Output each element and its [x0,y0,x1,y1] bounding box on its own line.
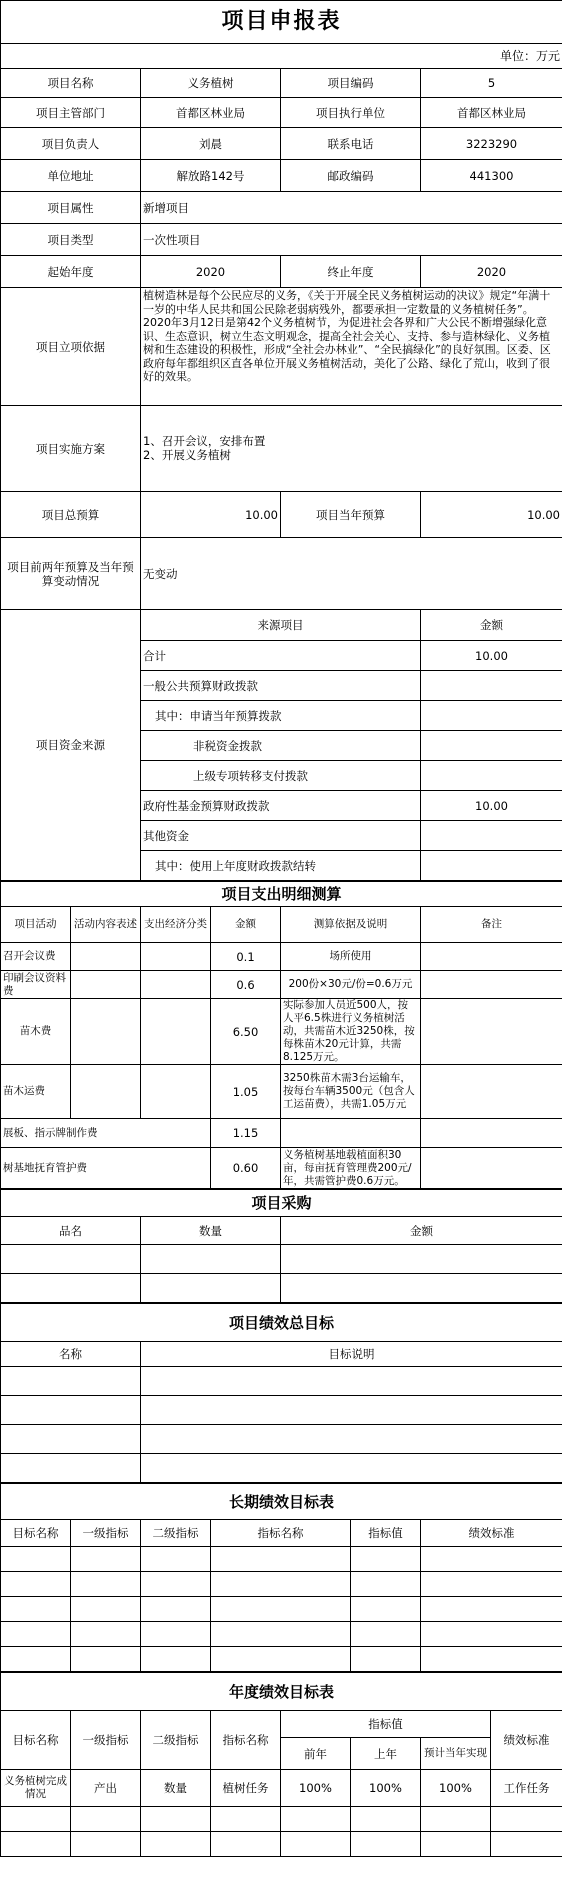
start-year-label: 起始年度 [1,256,141,288]
annual-prev2: 100% [281,1770,351,1807]
annual-cell [351,1807,421,1832]
longterm-cell [211,1547,351,1572]
annual-cell [281,1832,351,1857]
expense-note [421,943,562,971]
postcode-value: 441300 [421,160,562,192]
expense-activity: 苗木费 [1,999,71,1065]
annual-cell [141,1807,211,1832]
annual-cell [491,1832,562,1857]
expense-basis [281,1119,421,1148]
annual-prev1: 100% [351,1770,421,1807]
expense-desc [71,971,141,999]
funding-row: 非税资金拨款 [141,731,421,761]
expense-amount: 1.05 [211,1065,281,1119]
annual-cell [421,1807,491,1832]
longterm-cell [141,1622,211,1647]
funding-amount [421,731,562,761]
longterm-header: 二级指标 [141,1520,211,1547]
overall-cell [1,1454,141,1483]
annual-l2: 数量 [141,1770,211,1807]
annual-header: 二级指标 [141,1711,211,1770]
expense-activity: 印刷会议资料费 [1,971,71,999]
longterm-cell [351,1647,421,1672]
longterm-cell [71,1597,141,1622]
unit-label: 单位：万元 [1,44,562,69]
longterm-cell [1,1572,71,1597]
longterm-header: 指标名称 [211,1520,351,1547]
form-table [0,0,562,881]
longterm-cell [421,1622,562,1647]
longterm-cell [141,1572,211,1597]
expense-note [421,971,562,999]
overall-cell [1,1425,141,1454]
longterm-cell [141,1547,211,1572]
purchase-title: 项目采购 [1,1190,562,1217]
overall-cell [1,1367,141,1396]
expense-amount: 0.6 [211,971,281,999]
expense-desc [71,999,141,1065]
annual-cell [491,1807,562,1832]
funding-row: 其中：申请当年预算拨款 [141,701,421,731]
funding-row: 政府性基金预算财政拨款 [141,791,421,821]
overall-header: 名称 [1,1342,141,1367]
year-budget-label: 项目当年预算 [281,492,421,538]
longterm-cell [211,1647,351,1672]
end-year-value: 2020 [421,256,562,288]
funding-row: 其他资金 [141,821,421,851]
longterm-cell [351,1597,421,1622]
longterm-cell [1,1597,71,1622]
annual-current: 100% [421,1770,491,1807]
annual-header: 指标值 [281,1711,491,1738]
attr-value: 新增项目 [141,192,562,224]
basis-label: 项目立项依据 [1,288,141,406]
exec-unit-value: 首都区林业局 [421,98,562,128]
longterm-cell [421,1597,562,1622]
expense-category [141,943,211,971]
expense-activity: 树基地抚育管护费 [1,1148,211,1189]
postcode-label: 邮政编码 [281,160,421,192]
plan-line-2: 2、开展义务植树 [143,448,231,462]
project-code-label: 项目编码 [281,69,421,98]
expense-note [421,1148,562,1189]
expense-header: 备注 [421,907,562,943]
longterm-header: 指标值 [351,1520,421,1547]
annual-cell [281,1807,351,1832]
longterm-cell [1,1622,71,1647]
annual-cell [1,1807,71,1832]
owner-label: 项目负责人 [1,128,141,160]
expense-basis: 200份×30元/份=0.6万元 [281,971,421,999]
purchase-header: 金额 [281,1217,562,1245]
annual-header: 指标名称 [211,1711,281,1770]
plan-text [141,406,562,492]
longterm-cell [211,1597,351,1622]
funding-amount: 10.00 [421,641,562,671]
annual-cell [71,1832,141,1857]
annual-subheader: 前年 [281,1738,351,1770]
type-value: 一次性项目 [141,224,562,256]
overall-cell [1,1396,141,1425]
purchase-cell [1,1274,141,1303]
funding-row: 上级专项转移支付拨款 [141,761,421,791]
funding-row: 其中：使用上年度财政拨款结转 [141,851,421,881]
funding-amount: 10.00 [421,791,562,821]
longterm-title: 长期绩效目标表 [1,1484,562,1520]
overall-goal-table [0,1303,562,1483]
annual-cell [421,1832,491,1857]
owner-value: 刘晨 [141,128,281,160]
exec-unit-label: 项目执行单位 [281,98,421,128]
project-name-value: 义务植树 [141,69,281,98]
expense-category [141,999,211,1065]
expense-activity: 召开会议费 [1,943,71,971]
plan-line-1: 1、召开会议，安排布置 [143,434,266,448]
longterm-goal-table [0,1483,562,1672]
overall-cell [141,1454,562,1483]
annual-cell [71,1807,141,1832]
annual-header: 目标名称 [1,1711,71,1770]
overall-title: 项目绩效总目标 [1,1304,562,1342]
annual-cell [351,1832,421,1857]
funding-amount [421,701,562,731]
funding-amount [421,851,562,881]
attr-label: 项目属性 [1,192,141,224]
overall-cell [141,1396,562,1425]
annual-header: 一级指标 [71,1711,141,1770]
form-title: 项目申报表 [1,1,562,44]
expense-table [0,881,562,1189]
longterm-cell [141,1597,211,1622]
expense-header: 项目活动 [1,907,71,943]
funding-row: 一般公共预算财政拨款 [141,671,421,701]
expense-desc [71,943,141,971]
purchase-cell [141,1245,281,1274]
longterm-cell [421,1647,562,1672]
address-label: 单位地址 [1,160,141,192]
total-budget-value: 10.00 [141,492,281,538]
longterm-cell [141,1647,211,1672]
funding-amount [421,671,562,701]
expense-basis: 3250株苗木需3台运输车，按每台车辆3500元（包含人工运苗费），共需1.05万元 [281,1065,421,1119]
expense-amount: 6.50 [211,999,281,1065]
annual-header: 绩效标准 [491,1711,562,1770]
longterm-header: 目标名称 [1,1520,71,1547]
expense-basis: 场所使用 [281,943,421,971]
annual-cell [211,1807,281,1832]
end-year-label: 终止年度 [281,256,421,288]
expense-amount: 1.15 [211,1119,281,1148]
basis-text: 植树造林是每个公民应尽的义务，《关于开展全民义务植树运动的决议》规定“年满十一岁的中华人民共和国公民除老弱病残外，都要承担一定数量的义务植树任务”。2020年3月12日是第42个义务植树节，为促进社会各界和广大公民不断增强绿化意识、生态意识，树立生态文明观念，提高全社会关心、支持、参与造林绿化、义务植树和生态建设的积极性，形成“全社会办林业”、“全民搞绿化”的良好氛围。区委、区政府每年都组织区直各单位开展义务植树活动，美化了公路、绿化了荒山，收到了很好的效果。 [141,288,562,406]
overall-cell [141,1425,562,1454]
start-year-value: 2020 [141,256,281,288]
annual-goal-table [0,1672,562,1857]
annual-cell [141,1832,211,1857]
phone-label: 联系电话 [281,128,421,160]
longterm-cell [211,1622,351,1647]
longterm-cell [1,1647,71,1672]
longterm-cell [71,1572,141,1597]
project-code-value: 5 [421,69,562,98]
annual-standard: 工作任务 [491,1770,562,1807]
annual-subheader: 上年 [351,1738,421,1770]
expense-amount: 0.1 [211,943,281,971]
longterm-cell [71,1622,141,1647]
annual-cell [1,1832,71,1857]
expense-basis: 义务植树基地载植面积30亩，每亩抚育管理费200元/年，共需管护费0.6万元。 [281,1148,421,1189]
expense-note [421,1119,562,1148]
address-value: 解放路142号 [141,160,281,192]
plan-label: 项目实施方案 [1,406,141,492]
annual-goal: 义务植树完成情况 [1,1770,71,1807]
longterm-cell [351,1547,421,1572]
funding-header-source: 来源项目 [141,610,421,641]
longterm-cell [211,1572,351,1597]
budget-change-value: 无变动 [141,538,562,610]
longterm-cell [351,1572,421,1597]
longterm-cell [351,1622,421,1647]
funding-row: 合计 [141,641,421,671]
longterm-cell [1,1547,71,1572]
project-name-label: 项目名称 [1,69,141,98]
purchase-header: 品名 [1,1217,141,1245]
expense-header: 活动内容表述 [71,907,141,943]
year-budget-value: 10.00 [421,492,562,538]
annual-cell [211,1832,281,1857]
expense-title: 项目支出明细测算 [1,882,562,907]
funding-header-amount: 金额 [421,610,562,641]
longterm-cell [421,1547,562,1572]
expense-category [141,971,211,999]
purchase-cell [1,1245,141,1274]
type-label: 项目类型 [1,224,141,256]
annual-subheader: 预计当年实现 [421,1738,491,1770]
expense-activity: 苗木运费 [1,1065,71,1119]
total-budget-label: 项目总预算 [1,492,141,538]
purchase-table [0,1189,562,1303]
phone-value: 3223290 [421,128,562,160]
annual-indicator: 植树任务 [211,1770,281,1807]
purchase-cell [281,1274,562,1303]
overall-cell [141,1367,562,1396]
longterm-cell [71,1647,141,1672]
purchase-header: 数量 [141,1217,281,1245]
dept-value: 首都区林业局 [141,98,281,128]
expense-basis: 实际参加人员近500人，按人平6.5株进行义务植树活动，共需苗木近3250株，按每株苗木20元计算，共需8.125万元。 [281,999,421,1065]
budget-change-label: 项目前两年预算及当年预算变动情况 [1,538,141,610]
expense-header: 支出经济分类 [141,907,211,943]
longterm-cell [71,1547,141,1572]
expense-note [421,999,562,1065]
expense-activity: 展板、指示牌制作费 [1,1119,211,1148]
expense-header: 测算依据及说明 [281,907,421,943]
annual-l1: 产出 [71,1770,141,1807]
expense-amount: 0.60 [211,1148,281,1189]
overall-header: 目标说明 [141,1342,562,1367]
longterm-header: 绩效标准 [421,1520,562,1547]
expense-category [141,1065,211,1119]
dept-label: 项目主管部门 [1,98,141,128]
funding-label: 项目资金来源 [1,610,141,881]
funding-amount [421,821,562,851]
purchase-cell [141,1274,281,1303]
annual-title: 年度绩效目标表 [1,1673,562,1711]
purchase-cell [281,1245,562,1274]
expense-header: 金额 [211,907,281,943]
longterm-header: 一级指标 [71,1520,141,1547]
expense-note [421,1065,562,1119]
funding-amount [421,761,562,791]
expense-desc [71,1065,141,1119]
longterm-cell [421,1572,562,1597]
